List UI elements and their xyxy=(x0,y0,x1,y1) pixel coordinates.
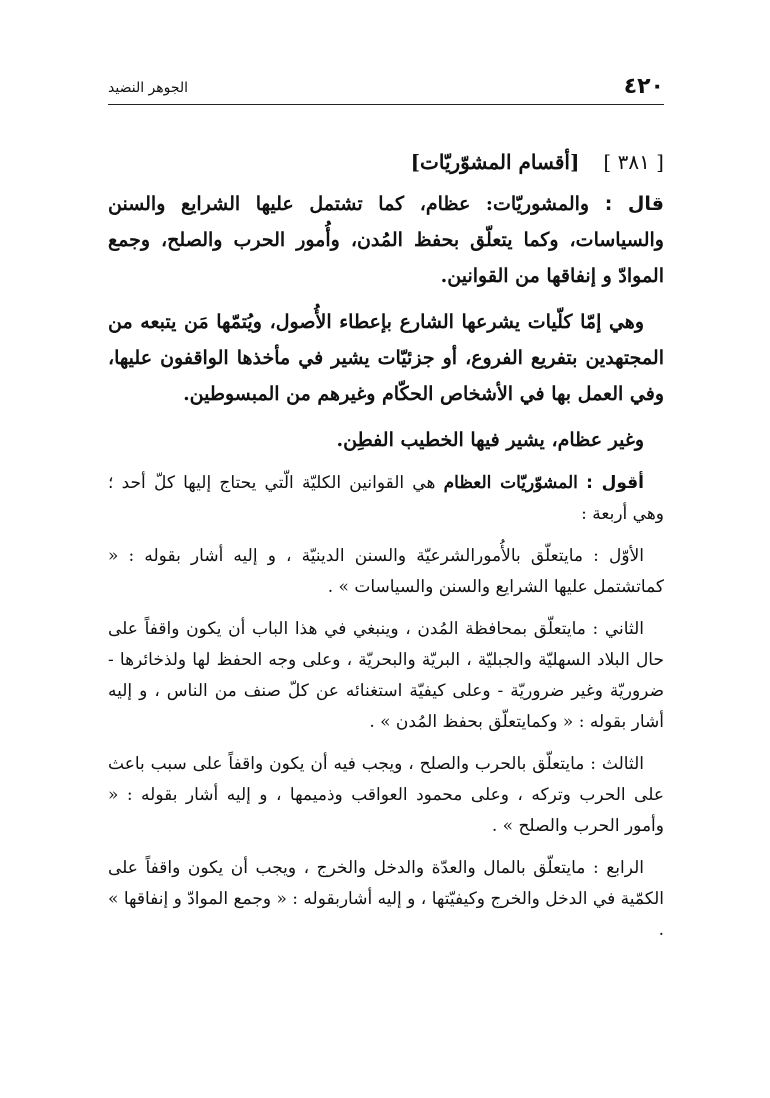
sharh-third: الثالث : مايتعلّق بالحرب والصلح ، ويجب فيه أن يكون واقفاً على سبب باعث على الحرب وتركه ، وعلى محمود العواقب وذميمها ، و إليه أشار بقوله : « وأمور الحرب والصلح » . xyxy=(108,754,664,836)
sharh-intro-rest: هي القوانين الكليّة الّتي يحتاج إليها كلّ أحد ؛ وهي أربعة : xyxy=(108,473,664,524)
section-title: [أقسام المشوّريّات] xyxy=(410,150,580,174)
sharh-intro-lead: المشوّريّات العظام xyxy=(443,473,578,493)
sharh-first: الأوّل : مايتعلّق بالأُمورالشرعيّة والسنن الدينيّة ، و إليه أشار بقوله : « كماتشتمل عليها الشرايع والسنن والسياسات » . xyxy=(108,546,664,597)
running-header xyxy=(108,74,664,104)
matn-text xyxy=(108,186,664,458)
page-content xyxy=(108,150,664,957)
sharh-intro xyxy=(108,468,664,530)
page-number: ٤٢٠ xyxy=(623,74,664,99)
matn-paragraph-1 xyxy=(108,186,664,294)
matn-paragraph-3: وغير عظام، يشير فيها الخطيب الفطِن. xyxy=(336,429,644,451)
book-title: الجوهر النضيد xyxy=(108,80,189,96)
section-number: [ ٣٨١ ] xyxy=(603,150,664,174)
sharh-fourth: الرابع : مايتعلّق بالمال والعدّة والدخل والخرج ، ويجب أن يكون واقفاً على الكمّية في الدخل والخرج وكيفيّتها ، و إليه أشاربقوله : « وجمع الموادّ و إنفاقها » . xyxy=(108,858,664,940)
sharh-second: الثاني : مايتعلّق بمحافظة المُدن ، وينبغي في هذا الباب أن يكون واقفاً على حال البلاد السهليّة والجبليّة ، البريّة والبحريّة ، وعلى وجه الحفظ لها ولذخائرها - ضروريّة وغير ضروريّة - وعلى كيفيّة استغنائه عن كلّ صنف من الناس ، و إليه أشار بقوله : « وكمايتعلّق بحفظ المُدن » . xyxy=(108,619,664,732)
matn-paragraph-2: وهي إمّا كلّيات يشرعها الشارع بإعطاء الأُصول، ويُتمّها مَن يتبعه من المجتهدين بتفريع الفروع، أو جزئيّات يشير في مأخذها الواقفون عليها، وفي العمل بها في الأشخاص الحكّام وغيرهم من المبسوطين. xyxy=(108,311,664,405)
sharh-marker: أقول : xyxy=(586,473,645,493)
sharh-text xyxy=(108,468,664,946)
section-heading xyxy=(108,150,664,174)
matn-paragraph-1-text: والمشوريّات: عظام، كما تشتمل عليها الشرايع والسنن والسياسات، وكما يتعلّق بحفظ المُدن، وأُمور الحرب والصلح، وجمع الموادّ و إنفاقها من القوانين. xyxy=(108,193,664,287)
header-rule xyxy=(108,104,664,105)
matn-marker: قال : xyxy=(604,193,664,215)
